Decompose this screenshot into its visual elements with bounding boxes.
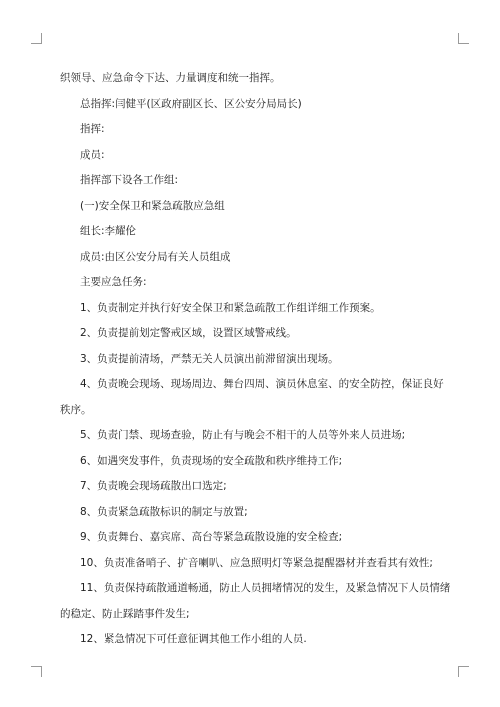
task-item-4-continuation: 秩序。 [60,403,92,416]
task-item-7: 7、负责晚会现场疏散出口选定; [80,480,227,492]
task-item-11: 11、负责保持疏散通道畅通，防止人员拥堵情况的发生，及紧急情况下人员情绪 [80,582,451,594]
task-item-5: 5、负责门禁、现场查验，防止有与晚会不相干的人员等外来人员进场; [80,429,406,441]
paragraph-working-groups: 指挥部下设各工作组: [80,174,179,186]
paragraph-members: 成员: [80,148,105,161]
paragraph-commander-in-chief: 总指挥:闫健平(区政府副区长、区公安分局局长) [80,97,302,110]
paragraph-group-leader: 组长:李耀伦 [80,225,137,237]
task-item-1: 1、负责制定并执行好安全保卫和紧急疏散工作组详细工作预案。 [80,301,381,314]
crop-mark-top-left [31,33,42,44]
crop-mark-bottom-right [458,666,469,677]
paragraph-group-members: 成员:由区公安分局有关人员组成 [80,250,231,263]
crop-mark-bottom-left [31,666,42,677]
paragraph-commander: 指挥: [80,123,105,135]
paragraph-tasks-heading: 主要应急任务: [80,276,147,288]
task-item-8: 8、负责紧急疏散标识的制定与放置; [80,505,248,518]
task-item-10: 10、负责准备哨子、扩音喇叭、应急照明灯等紧急提醒器材并查看其有效性; [80,556,433,569]
task-item-9: 9、负责舞台、嘉宾席、高台等紧急疏散设施的安全检查; [80,531,343,543]
paragraph-group-heading: (一)安全保卫和紧急疏散应急组 [80,199,225,212]
task-item-2: 2、负责提前划定警戒区域，设置区域警戒线。 [80,327,297,339]
task-item-6: 6、如遇突发事件，负责现场的安全疏散和秩序维持工作; [80,454,343,467]
document-body [60,66,451,653]
task-item-4: 4、负责晚会现场、现场周边、舞台四周、演员休息室、的安全防控，保证良好 [80,378,444,390]
task-item-11-continuation: 的稳定、防止踩踏事件发生; [60,607,190,620]
crop-mark-top-right [458,33,469,44]
task-item-12: 12、紧急情况下可任意征调其他工作小组的人员. [80,633,307,645]
task-item-3: 3、负责提前清场，严禁无关人员演出前滞留演出现场。 [80,352,339,365]
paragraph-intro-continuation: 织领导、应急命令下达、力量调度和统一指挥。 [60,72,281,84]
